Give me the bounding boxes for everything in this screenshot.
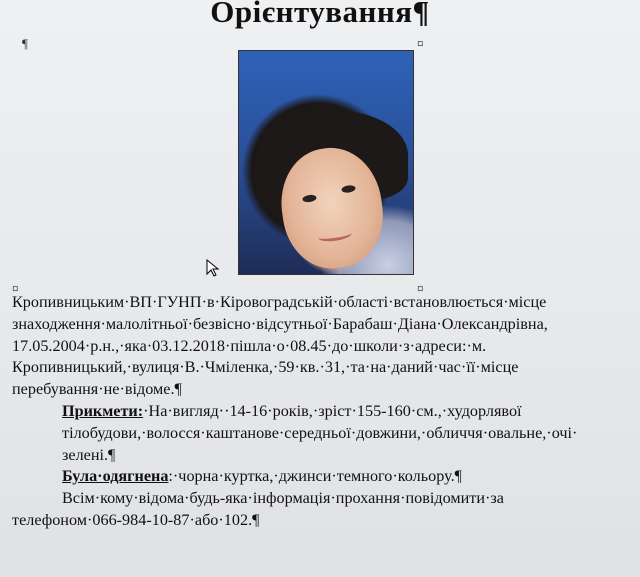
clothing-label: Була·одягнена bbox=[62, 467, 169, 486]
table-cell-mark: ¤ bbox=[417, 36, 424, 51]
photo-mouth bbox=[317, 228, 352, 244]
mouse-cursor-icon bbox=[205, 259, 223, 277]
paragraph-contact-line1: Всім·кому·відома·будь-яка·інформація·прохання·повідомити·за bbox=[62, 489, 504, 508]
features-text: ·На·вигляд··14-16·років,·зріст·155-160·см.,·худорлявої тілобудови,·волосся·каштанове·середньої·довжини,·обличчя·овальне,·очі· зелені.¶ bbox=[62, 401, 578, 464]
photo-eye-left bbox=[302, 194, 317, 203]
clothing-text: :·чорна·куртка,·джинси·темного·кольору.¶ bbox=[168, 467, 462, 486]
document-body bbox=[12, 292, 632, 532]
paragraph-clothing bbox=[12, 466, 632, 488]
missing-person-photo bbox=[238, 50, 414, 275]
paragraph-main: Кропивницьким·ВП·ГУНП·в·Кіровоградській·області·встановлюється·місце знаходження·малолітньої·безвісно·відсутньої·Барабаш·Діана·Олександрівна, 17.05.2004·р.н.,·яка·03.12.2018·пішла·о·08.45·до·школи·з·адреси:·м. Кропивницький,·вулиця·В.·Чміленка,·59·кв.·31,·та·на·даний·час·її·місце перебування·не·відоме.¶ bbox=[12, 293, 548, 399]
photo-eye-right bbox=[341, 185, 356, 194]
table-cell-mark-left: ¤ bbox=[12, 281, 19, 296]
paragraph-contact-line2: телефоном·066-984-10-87·або·102.¶ bbox=[12, 510, 260, 529]
table-cell-mark-right: ¤ bbox=[417, 281, 424, 296]
page-title: Орієнтування¶ bbox=[210, 0, 430, 29]
features-label: Прикмети: bbox=[62, 401, 144, 420]
pilcrow-mark: ¶ bbox=[22, 36, 28, 51]
paragraph-features bbox=[12, 401, 632, 466]
